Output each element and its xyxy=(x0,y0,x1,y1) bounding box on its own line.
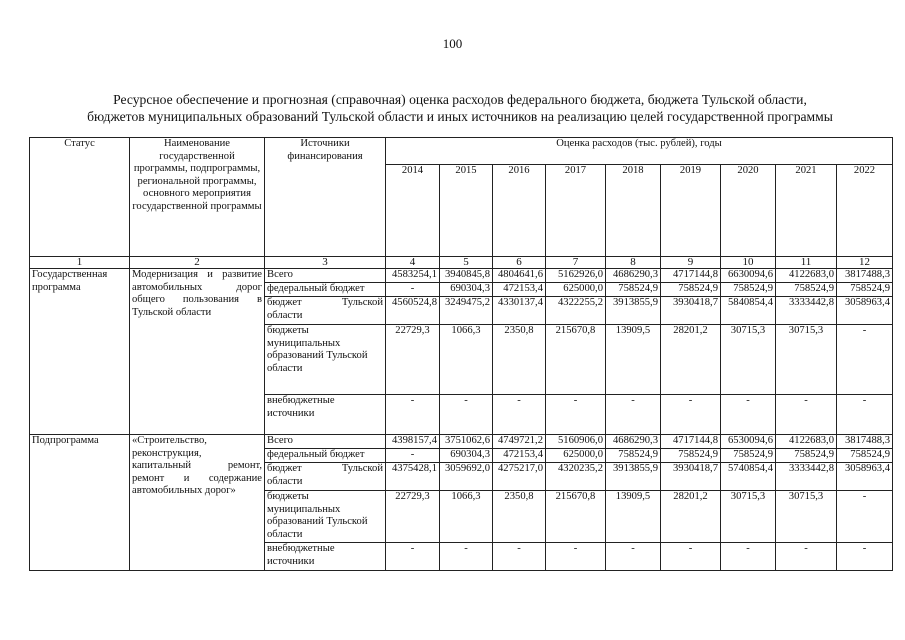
status-cell: Подпрограмма xyxy=(30,435,130,571)
value-cell: 6530094,6 xyxy=(721,435,776,449)
value-cell: 13909,5 xyxy=(606,325,661,395)
table-row xyxy=(30,435,893,449)
value-cell: 1066,3 xyxy=(440,325,493,395)
funding-source-cell: бюджет Тульской области xyxy=(265,463,386,491)
value-cell: 625000,0 xyxy=(546,283,606,297)
program-name-cell: «Строительство, реконструкция, капитальный ремонт, ремонт и содержание автомобильных дорог» xyxy=(130,435,265,571)
year-header: 2017 xyxy=(546,165,606,257)
value-cell: 30715,3 xyxy=(721,325,776,395)
value-cell: 5160906,0 xyxy=(546,435,606,449)
value-cell: 4804641,6 xyxy=(493,269,546,283)
year-header: 2014 xyxy=(386,165,440,257)
header-estimate: Оценка расходов (тыс. рублей), годы xyxy=(386,138,893,165)
value-cell: 758524,9 xyxy=(837,283,893,297)
title-line-1: Ресурсное обеспечение и прогнозная (справочная) оценка расходов федерального бюджета, бюджета Тульской области, xyxy=(113,92,807,107)
value-cell: 625000,0 xyxy=(546,449,606,463)
value-cell: - xyxy=(776,543,837,571)
funding-source-cell: Всего xyxy=(265,269,386,283)
value-cell: - xyxy=(721,395,776,435)
value-cell: - xyxy=(837,491,893,543)
header-name: Наименование государственной программы, подпрограммы, региональной программы, основного мероприятия государственной программы xyxy=(130,138,265,257)
value-cell: 1066,3 xyxy=(440,491,493,543)
value-cell: 4122683,0 xyxy=(776,435,837,449)
value-cell: - xyxy=(606,395,661,435)
value-cell: 3817488,3 xyxy=(837,269,893,283)
value-cell: - xyxy=(440,543,493,571)
value-cell: 3930418,7 xyxy=(661,297,721,325)
column-number: 12 xyxy=(837,257,893,269)
value-cell: 758524,9 xyxy=(837,449,893,463)
column-number: 3 xyxy=(265,257,386,269)
value-cell: - xyxy=(386,395,440,435)
value-cell: 30715,3 xyxy=(776,325,837,395)
value-cell: - xyxy=(493,543,546,571)
value-cell: 3751062,6 xyxy=(440,435,493,449)
value-cell: 4322255,2 xyxy=(546,297,606,325)
value-cell: - xyxy=(440,395,493,435)
value-cell: 4717144,8 xyxy=(661,435,721,449)
column-number: 9 xyxy=(661,257,721,269)
value-cell: 3058963,4 xyxy=(837,463,893,491)
year-header: 2016 xyxy=(493,165,546,257)
value-cell: 472153,4 xyxy=(493,283,546,297)
status-cell: Государственная программа xyxy=(30,269,130,435)
budget-table xyxy=(29,137,893,571)
value-cell: 4686290,3 xyxy=(606,269,661,283)
value-cell: 30715,3 xyxy=(721,491,776,543)
funding-source-cell: бюджет Тульской области xyxy=(265,297,386,325)
value-cell: 215670,8 xyxy=(546,325,606,395)
funding-source-cell: федеральный бюджет xyxy=(265,449,386,463)
value-cell: 28201,2 xyxy=(661,325,721,395)
value-cell: 472153,4 xyxy=(493,449,546,463)
year-header: 2019 xyxy=(661,165,721,257)
value-cell: 3817488,3 xyxy=(837,435,893,449)
value-cell: - xyxy=(386,543,440,571)
value-cell: 690304,3 xyxy=(440,283,493,297)
value-cell: 5740854,4 xyxy=(721,463,776,491)
value-cell: 3913855,9 xyxy=(606,297,661,325)
value-cell: 4398157,4 xyxy=(386,435,440,449)
value-cell: 3059692,0 xyxy=(440,463,493,491)
value-cell: 22729,3 xyxy=(386,325,440,395)
column-number: 6 xyxy=(493,257,546,269)
value-cell: - xyxy=(606,543,661,571)
value-cell: - xyxy=(546,543,606,571)
value-cell: 3058963,4 xyxy=(837,297,893,325)
column-number: 4 xyxy=(386,257,440,269)
value-cell: 4320235,2 xyxy=(546,463,606,491)
value-cell: 13909,5 xyxy=(606,491,661,543)
column-number: 8 xyxy=(606,257,661,269)
value-cell: 758524,9 xyxy=(776,283,837,297)
value-cell: 758524,9 xyxy=(606,449,661,463)
value-cell: 2350,8 xyxy=(493,325,546,395)
value-cell: - xyxy=(837,543,893,571)
value-cell: - xyxy=(721,543,776,571)
value-cell: 758524,9 xyxy=(606,283,661,297)
year-header: 2022 xyxy=(837,165,893,257)
value-cell: 22729,3 xyxy=(386,491,440,543)
value-cell: - xyxy=(386,449,440,463)
header-sources: Источники финансирования xyxy=(265,138,386,257)
value-cell: - xyxy=(837,325,893,395)
value-cell: 4375428,1 xyxy=(386,463,440,491)
column-number: 5 xyxy=(440,257,493,269)
header-status: Статус xyxy=(30,138,130,257)
page-number: 100 xyxy=(442,36,463,51)
value-cell: 758524,9 xyxy=(661,449,721,463)
value-cell: 758524,9 xyxy=(721,283,776,297)
value-cell: - xyxy=(546,395,606,435)
value-cell: 3930418,7 xyxy=(661,463,721,491)
value-cell: 758524,9 xyxy=(661,283,721,297)
program-name-cell: Модернизация и развитие автомобильных дорог общего пользования в Тульской области xyxy=(130,269,265,435)
column-number: 2 xyxy=(130,257,265,269)
funding-source-cell: федеральный бюджет xyxy=(265,283,386,297)
value-cell: 215670,8 xyxy=(546,491,606,543)
value-cell: 28201,2 xyxy=(661,491,721,543)
year-header: 2015 xyxy=(440,165,493,257)
value-cell: - xyxy=(493,395,546,435)
value-cell: 5162926,0 xyxy=(546,269,606,283)
value-cell: - xyxy=(661,543,721,571)
value-cell: 4330137,4 xyxy=(493,297,546,325)
column-number: 7 xyxy=(546,257,606,269)
value-cell: 758524,9 xyxy=(776,449,837,463)
value-cell: 4583254,1 xyxy=(386,269,440,283)
value-cell: 4686290,3 xyxy=(606,435,661,449)
year-header: 2021 xyxy=(776,165,837,257)
value-cell: - xyxy=(386,283,440,297)
value-cell: - xyxy=(776,395,837,435)
value-cell: - xyxy=(837,395,893,435)
value-cell: - xyxy=(661,395,721,435)
funding-source-cell: внебюджетные источники xyxy=(265,395,386,435)
value-cell: 3333442,8 xyxy=(776,463,837,491)
funding-source-cell: бюджеты муниципальных образований Тульской области xyxy=(265,491,386,543)
funding-source-cell: Всего xyxy=(265,435,386,449)
value-cell: 4717144,8 xyxy=(661,269,721,283)
value-cell: 5840854,4 xyxy=(721,297,776,325)
value-cell: 6630094,6 xyxy=(721,269,776,283)
value-cell: 2350,8 xyxy=(493,491,546,543)
value-cell: 3913855,9 xyxy=(606,463,661,491)
value-cell: 4275217,0 xyxy=(493,463,546,491)
value-cell: 4560524,8 xyxy=(386,297,440,325)
funding-source-cell: внебюджетные источники xyxy=(265,543,386,571)
column-number: 10 xyxy=(721,257,776,269)
value-cell: 4749721,2 xyxy=(493,435,546,449)
value-cell: 3249475,2 xyxy=(440,297,493,325)
value-cell: 4122683,0 xyxy=(776,269,837,283)
funding-source-cell: бюджеты муниципальных образований Тульской области xyxy=(265,325,386,395)
column-number: 1 xyxy=(30,257,130,269)
column-number: 11 xyxy=(776,257,837,269)
title-line-2: бюджетов муниципальных образований Тульской области и иных источников на реализацию целей государственной программы xyxy=(87,109,833,124)
table-row xyxy=(30,269,893,283)
value-cell: 30715,3 xyxy=(776,491,837,543)
year-header: 2018 xyxy=(606,165,661,257)
value-cell: 758524,9 xyxy=(721,449,776,463)
document-title xyxy=(30,91,890,125)
value-cell: 3333442,8 xyxy=(776,297,837,325)
value-cell: 3940845,8 xyxy=(440,269,493,283)
year-header: 2020 xyxy=(721,165,776,257)
value-cell: 690304,3 xyxy=(440,449,493,463)
